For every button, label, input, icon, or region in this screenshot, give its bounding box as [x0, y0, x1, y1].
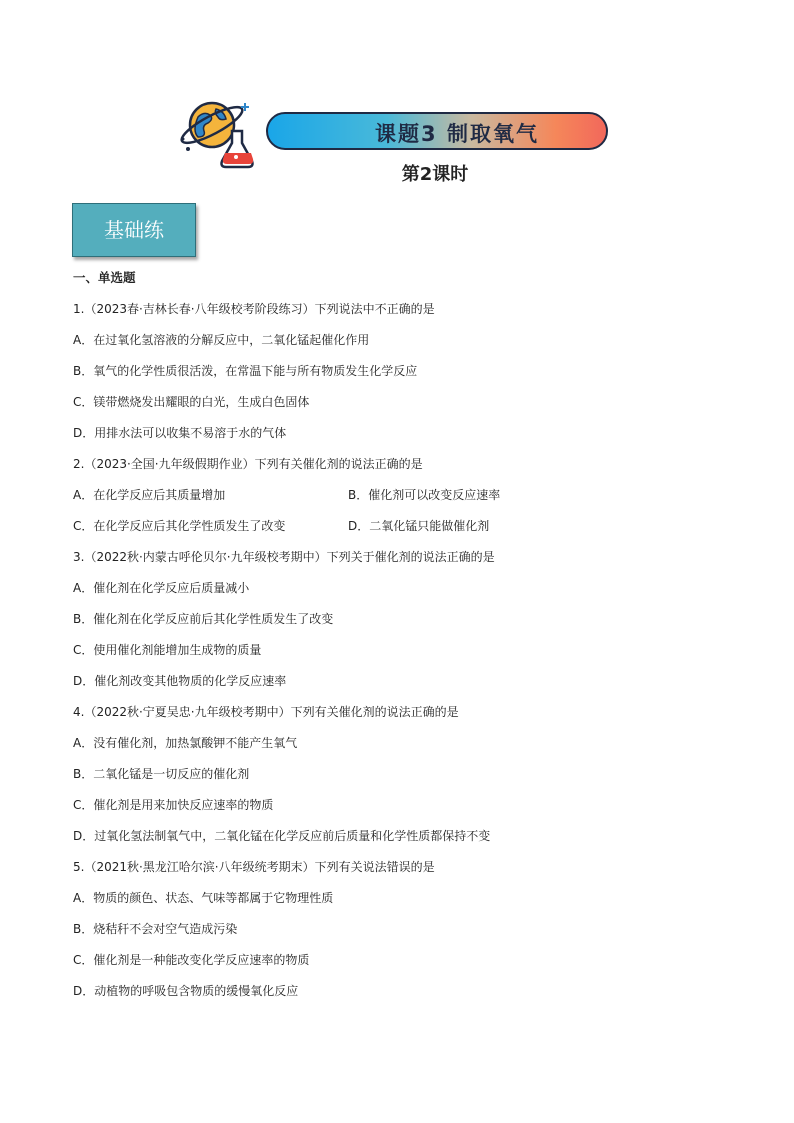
option-d: D．催化剂改变其他物质的化学反应速率 — [73, 674, 287, 688]
title-banner — [266, 112, 608, 150]
option-b: B．催化剂可以改变反应速率 — [348, 488, 501, 502]
option-b: B．烧秸秆不会对空气造成污染 — [73, 922, 238, 936]
option-a: A．没有催化剂，加热氯酸钾不能产生氧气 — [73, 736, 298, 750]
option-b: B．二氧化锰是一切反应的催化剂 — [73, 767, 250, 781]
page-subtitle: 第2课时 — [401, 164, 469, 185]
option-c: C．催化剂是用来加快反应速率的物质 — [73, 798, 274, 812]
option-d: D．过氧化氢法制氧气中，二氧化锰在化学反应前后质量和化学性质都保持不变 — [73, 829, 491, 843]
question-stem: 1.（2023春·吉林长春·八年级校考阶段练习）下列说法中不正确的是 — [73, 302, 435, 316]
option-d: D．用排水法可以收集不易溶于水的气体 — [73, 426, 287, 440]
option-c: C．催化剂是一种能改变化学反应速率的物质 — [73, 953, 310, 967]
option-row — [73, 516, 733, 547]
option-d: D．二氧化锰只能做催化剂 — [348, 519, 490, 533]
question-stem: 2.（2023·全国·九年级假期作业）下列有关催化剂的说法正确的是 — [73, 457, 423, 471]
section-label-box — [72, 203, 196, 257]
option-c: C．使用催化剂能增加生成物的质量 — [73, 643, 262, 657]
option-c: C．镁带燃烧发出耀眼的白光，生成白色固体 — [73, 395, 310, 409]
page-title: 课题3 制取氧气 — [375, 122, 539, 146]
option-row — [73, 485, 733, 516]
option-c: C．在化学反应后其化学性质发生了改变 — [73, 519, 286, 533]
question-stem: 4.（2022秋·宁夏吴忠·九年级校考期中）下列有关催化剂的说法正确的是 — [73, 705, 459, 719]
option-a: A．在过氧化氢溶液的分解反应中，二氧化锰起催化作用 — [73, 333, 370, 347]
option-b: B．催化剂在化学反应前后其化学性质发生了改变 — [73, 612, 334, 626]
option-a: A．在化学反应后其质量增加 — [73, 488, 226, 502]
science-globe-flask-icon — [180, 95, 260, 170]
option-d: D．动植物的呼吸包含物质的缓慢氧化反应 — [73, 984, 299, 998]
question-list — [73, 268, 733, 1012]
option-b: B．氧气的化学性质很活泼，在常温下能与所有物质发生化学反应 — [73, 364, 418, 378]
section-label: 基础练 — [104, 218, 164, 242]
option-a: A．物质的颜色、状态、气味等都属于它物理性质 — [73, 891, 334, 905]
question-stem: 3.（2022秋·内蒙古呼伦贝尔·九年级校考期中）下列关于催化剂的说法正确的是 — [73, 550, 495, 564]
option-a: A．催化剂在化学反应后质量减小 — [73, 581, 250, 595]
question-stem: 5.（2021秋·黑龙江哈尔滨·八年级统考期末）下列有关说法错误的是 — [73, 860, 435, 874]
part-heading: 一、单选题 — [73, 270, 136, 285]
